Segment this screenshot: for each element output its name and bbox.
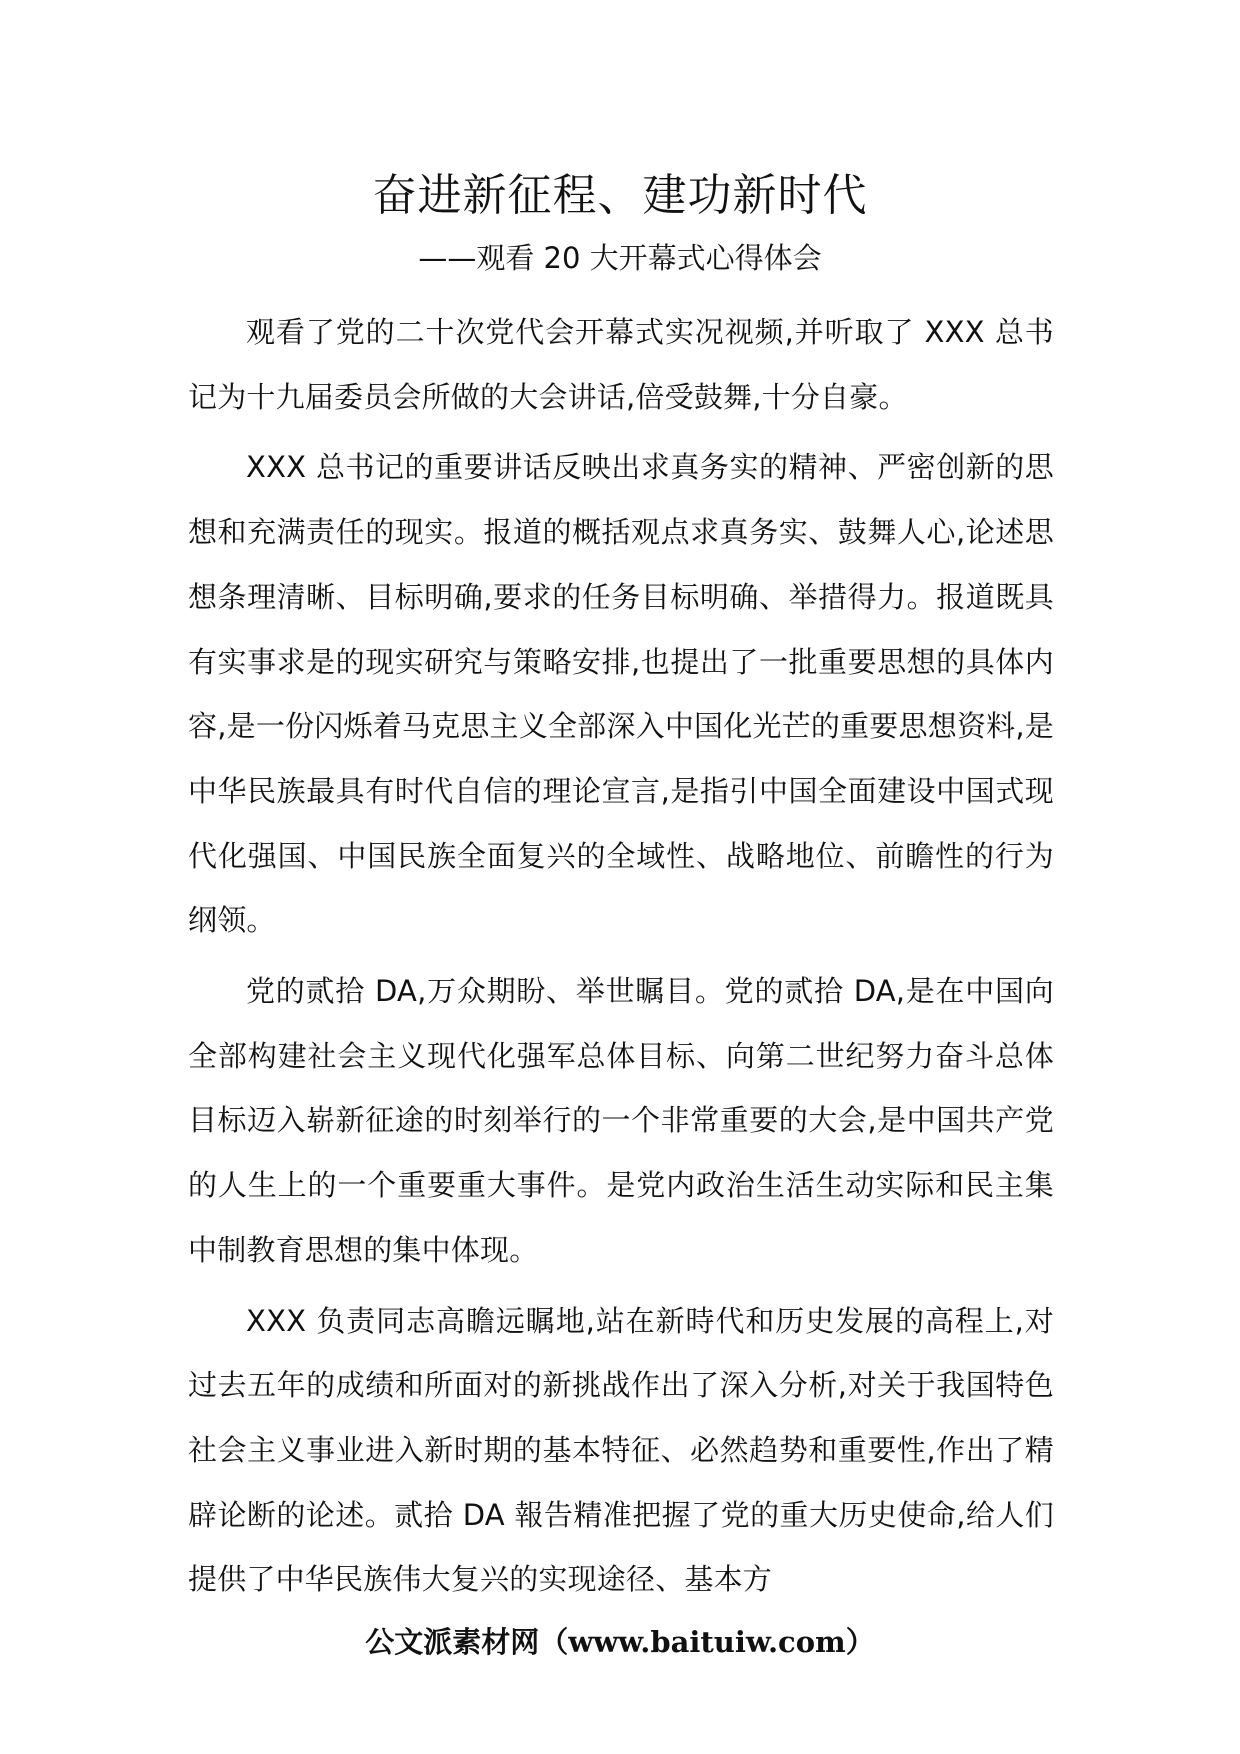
- paragraph-3: 党的贰拾 DA,万众期盼、举世瞩目。党的贰拾 DA,是在中国向全部构建社会主义现代化强军总体目标、向第二世纪努力奋斗总体目标迈入崭新征途的时刻举行的一个非常重要的大会,是中国共产党的人生上的一个重要重大事件。是党内政治生活生动实际和民主集中制教育思想的集中体现。: [188, 974, 1054, 1267]
- paragraph-4: XXX 负责同志高瞻远瞩地,站在新時代和历史发展的高程上,对过去五年的成绩和所面对的新挑战作出了深入分析,对关于我国特色社会主义事业进入新时期的基本特征、必然趋势和重要性,作出了精辟论断的论述。贰拾 DA 報告精准把握了党的重大历史使命,给人们提供了中华民族伟大复兴的实现途径、基本方: [188, 1303, 1054, 1597]
- document-body: [188, 300, 1054, 1618]
- paragraph-2: XXX 总书记的重要讲话反映出求真务实的精神、严密创新的思想和充满责任的现实。报道的概括观点求真务实、鼓舞人心,论述思想条理清晰、目标明确,要求的任务目标明确、举措得力。报道既具有实事求是的现实研究与策略安排,也提出了一批重要思想的具体内容,是一份闪烁着马克思主义全部深入中国化光芒的重要思想资料,是中华民族最具有时代自信的理论宣言,是指引中国全面建设中国式现代化强国、中国民族全面复兴的全域性、战略地位、前瞻性的行为纲领。: [188, 450, 1054, 938]
- document-subtitle: ——观看 20 大开幕式心得体会: [418, 241, 822, 275]
- document-title: 奋进新征程、建功新时代: [372, 170, 868, 221]
- paragraph-1: 观看了党的二十次党代会开幕式实况视频,并听取了 XXX 总书记为十九届委员会所做的大会讲话,倍受鼓舞,十分自豪。: [188, 315, 1054, 414]
- footer-watermark: 公文派素材网（www.baituiw.com）: [365, 1625, 875, 1659]
